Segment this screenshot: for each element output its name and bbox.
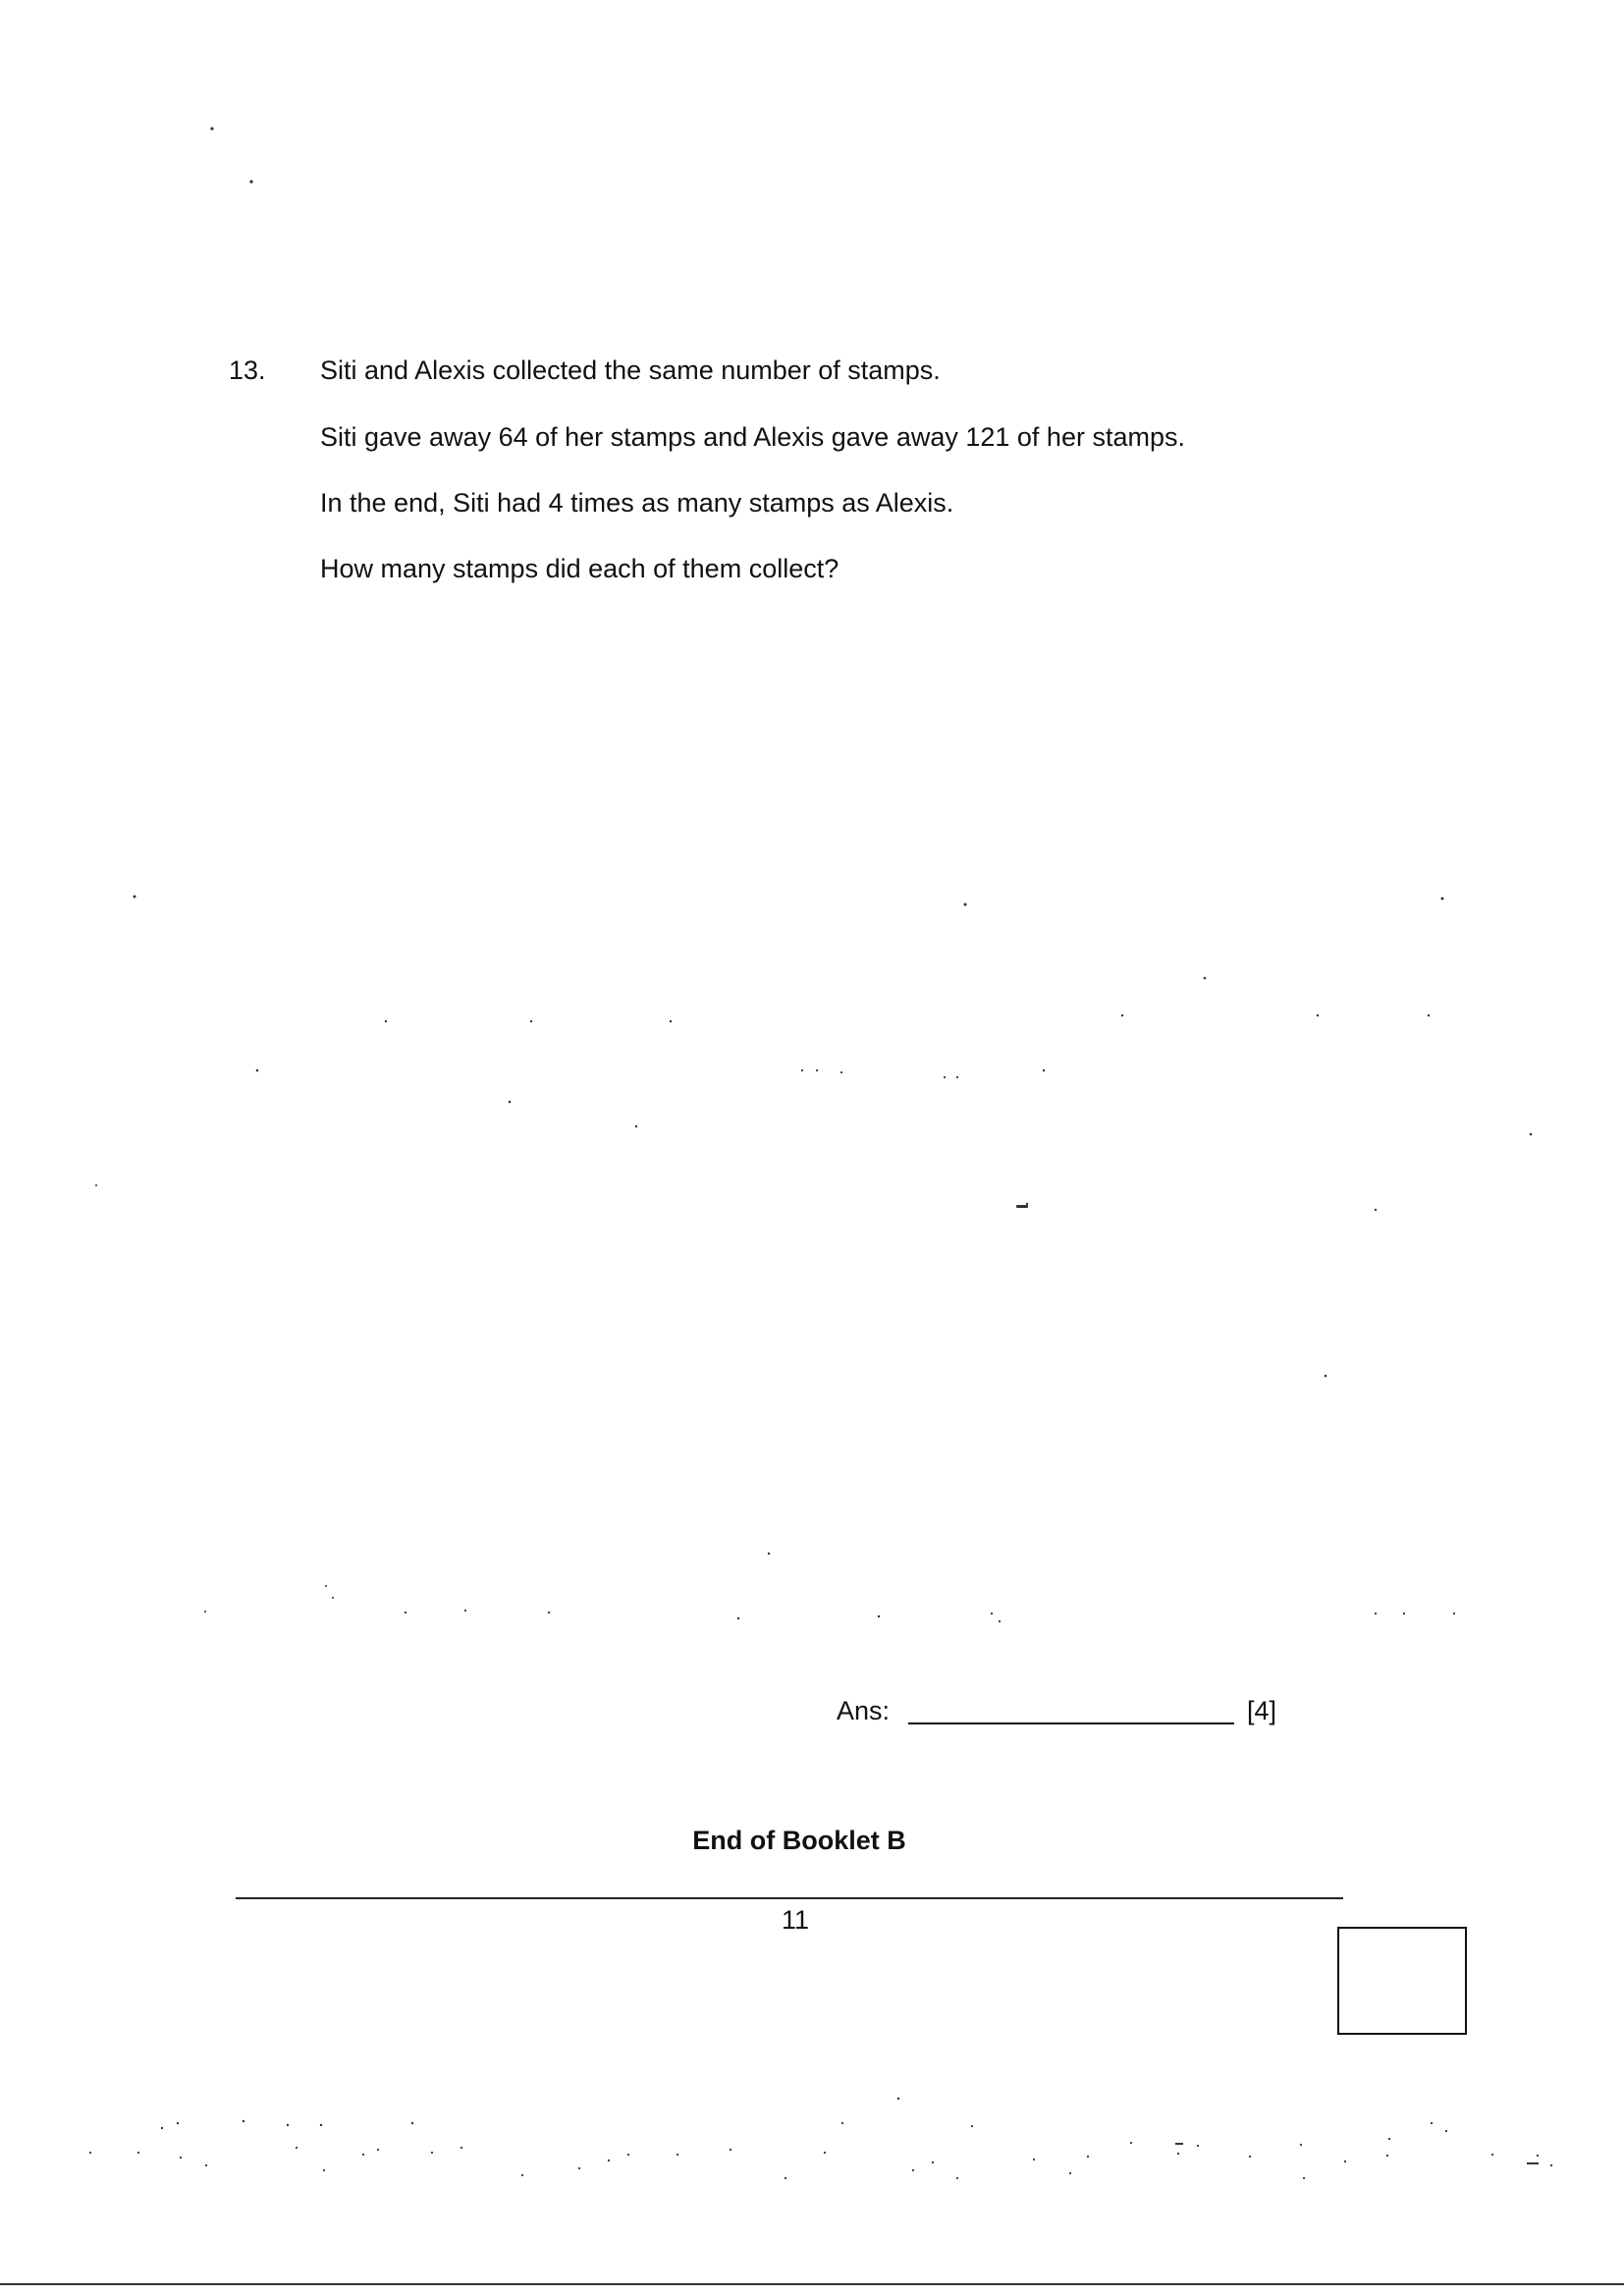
page-number: 11 (781, 1905, 810, 1935)
bottom-edge-line (0, 2283, 1624, 2285)
question-line-1: Siti and Alexis collected the same number of stamps. (320, 355, 941, 385)
footer-divider (236, 1897, 1343, 1899)
answer-label: Ans: (837, 1696, 891, 1725)
end-of-booklet-text: End of Booklet B (692, 1826, 906, 1855)
marks-label: [4] (1247, 1696, 1277, 1725)
question-line-2: Siti gave away 64 of her stamps and Alexis gave away 121 of her stamps. (320, 422, 1185, 452)
answer-blank-line[interactable] (908, 1722, 1234, 1724)
question-number: 13. (229, 355, 266, 385)
question-line-3: In the end, Siti had 4 times as many stamps as Alexis. (320, 488, 954, 518)
question-line-4: How many stamps did each of them collect? (320, 554, 839, 583)
score-box[interactable] (1337, 1927, 1467, 2035)
